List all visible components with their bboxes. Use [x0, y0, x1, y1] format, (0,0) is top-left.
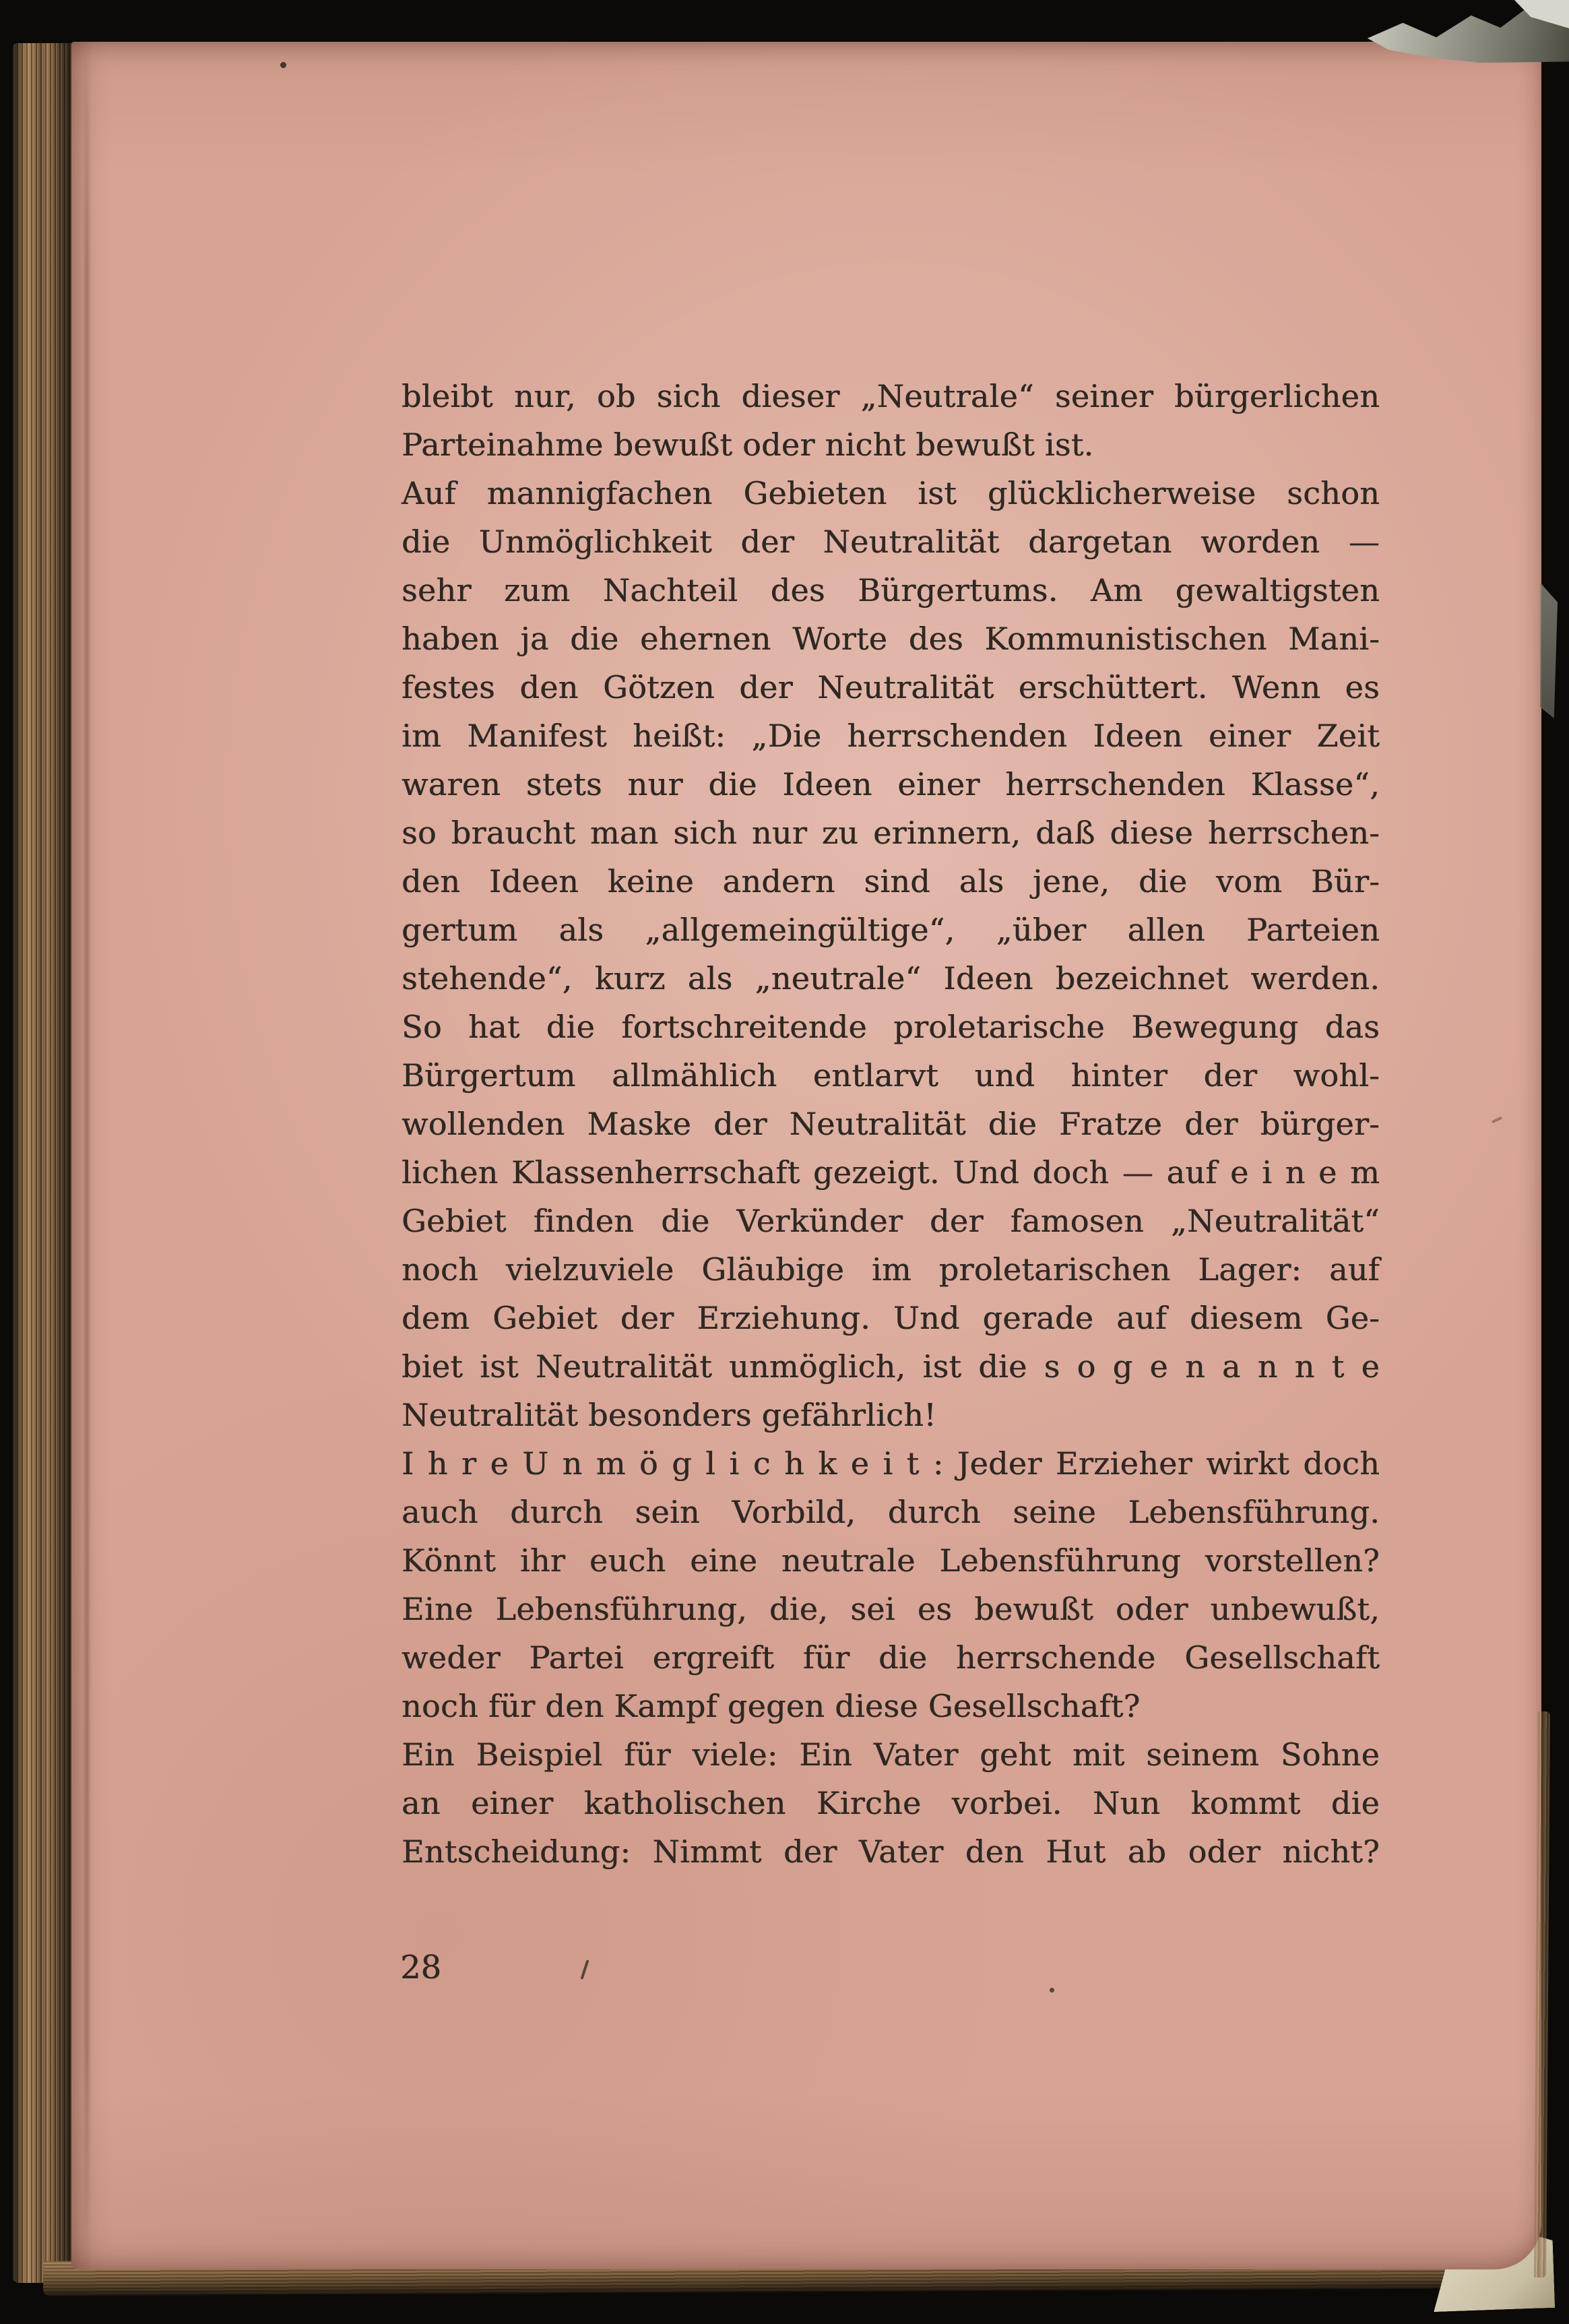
text-line: dem Gebiet der Erziehung. Und gerade auf diesem Ge- — [402, 1300, 1380, 1336]
text-line: auch durch sein Vorbild, durch seine Lebensführung. — [402, 1494, 1380, 1530]
text-line: die Unmöglichkeit der Neutralität dargetan worden — — [402, 524, 1380, 560]
text-line: haben ja die ehernen Worte des Kommunistischen Mani- — [402, 621, 1380, 657]
text-line: gertum als „allgemeingültige“, „über allen Parteien — [402, 912, 1380, 948]
ink-speck — [1050, 1988, 1054, 1992]
text-line: bleibt nur, ob sich dieser „Neutrale“ seiner bürgerlichen — [402, 378, 1380, 414]
text-line: Gebiet finden die Verkünder der famosen „Neutralität“ — [402, 1203, 1380, 1239]
text-line: Parteinahme bewußt oder nicht bewußt ist. — [402, 427, 1094, 463]
text-line: sehr zum Nachteil des Bürgertums. Am gewaltigsten — [402, 572, 1380, 608]
binding-crease — [85, 42, 89, 2269]
text-line: stehende“, kurz als „neutrale“ Ideen bezeichnet werden. — [402, 960, 1380, 997]
torn-paper-sliver-right — [1540, 577, 1558, 718]
text-line: den Ideen keine andern sind als jene, die vom Bür- — [402, 863, 1380, 900]
text-line: Ein Beispiel für viele: Ein Vater geht mit seinem Sohne — [402, 1736, 1380, 1773]
book-paper — [71, 42, 1541, 2269]
text-line: noch vielzuviele Gläubige im proletarischen Lager: auf — [402, 1251, 1380, 1288]
text-line: im Manifest heißt: „Die herrschenden Ideen einer Zeit — [402, 718, 1380, 754]
ink-speck — [280, 62, 286, 68]
page-number: 28 — [400, 1949, 442, 1986]
text-line: Könnt ihr euch eine neutrale Lebensführung vorstellen? — [402, 1542, 1380, 1579]
page-text-block — [402, 372, 1380, 1876]
text-line: an einer katholischen Kirche vorbei. Nun kommt die — [402, 1785, 1380, 1821]
text-line: lichen Klassenherrschaft gezeigt. Und doch — auf e i n e m — [402, 1154, 1380, 1191]
text-line: wollenden Maske der Neutralität die Fratze der bürger- — [402, 1106, 1380, 1142]
text-line: So hat die fortschreitende proletarische Bewegung das — [402, 1009, 1380, 1045]
text-line: Bürgertum allmählich entlarvt und hinter der wohl- — [402, 1057, 1380, 1094]
text-line: festes den Götzen der Neutralität erschüttert. Wenn es — [402, 669, 1380, 705]
text-line: Eine Lebensführung, die, sei es bewußt oder unbewußt, — [402, 1591, 1380, 1627]
text-line: biet ist Neutralität unmöglich, ist die s o g e n a n n t e — [402, 1348, 1380, 1385]
text-line: Auf mannigfachen Gebieten ist glücklicherweise schon — [402, 475, 1380, 511]
text-line: I h r e U n m ö g l i c h k e i t : Jeder Erzieher wirkt doch — [402, 1445, 1380, 1482]
text-line: waren stets nur die Ideen einer herrschenden Klasse“, — [402, 766, 1380, 803]
text-line: weder Partei ergreift für die herrschende Gesellschaft — [402, 1639, 1380, 1676]
text-line: so braucht man sich nur zu erinnern, daß diese herrschen- — [402, 815, 1380, 851]
text-line: noch für den Kampf gegen diese Gesellschaft? — [402, 1688, 1141, 1724]
book-page-edges-left — [12, 43, 74, 2283]
text-line: Neutralität besonders gefährlich! — [402, 1397, 936, 1433]
text-line: Entscheidung: Nimmt der Vater den Hut ab oder nicht? — [402, 1833, 1380, 1870]
ink-speck — [580, 1959, 589, 1980]
ink-speck — [1492, 1117, 1502, 1123]
